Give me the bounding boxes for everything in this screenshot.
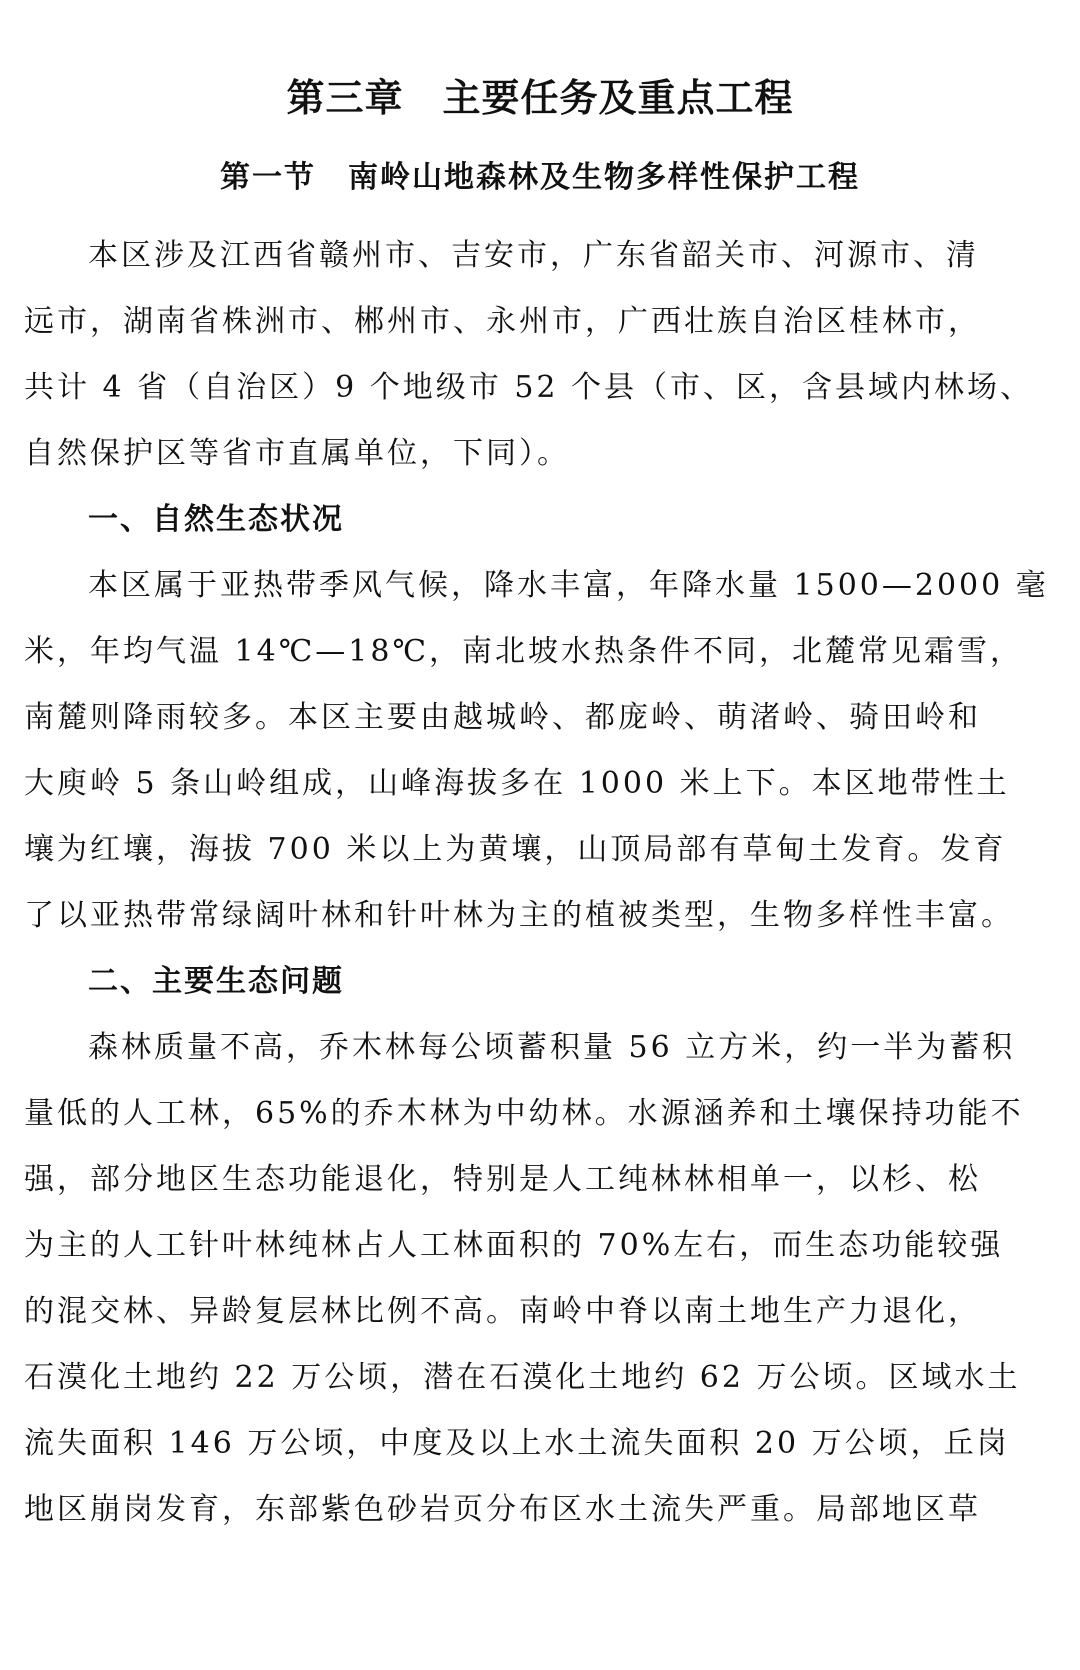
eco-line: 本区属于亚热带季风气候，降水丰富，年降水量 1500—2000 毫: [88, 568, 1049, 603]
problem-line: 石漠化土地约 22 万公顷，潜在石漠化土地约 62 万公顷。区域水土: [24, 1360, 1021, 1395]
problem-line: 为主的人工针叶林纯林占人工林面积的 70%左右，而生态功能较强: [24, 1228, 1004, 1263]
eco-line: 米，年均气温 14℃—18℃，南北坡水热条件不同，北麓常见霜雪，: [24, 634, 1024, 669]
problem-line: 量低的人工林，65%的乔木林为中幼林。水源涵养和土壤保持功能不: [24, 1096, 1024, 1131]
eco-line: 南麓则降雨较多。本区主要由越城岭、都庞岭、萌渚岭、骑田岭和: [24, 700, 981, 735]
problem-line: 森林质量不高，乔木林每公顷蓄积量 56 立方米，约一半为蓄积: [88, 1030, 1016, 1065]
eco-line: 壤为红壤，海拔 700 米以上为黄壤，山顶局部有草甸土发育。发育: [24, 832, 1007, 867]
intro-line: 本区涉及江西省赣州市、吉安市，广东省韶关市、河源市、清: [88, 238, 979, 273]
intro-line: 自然保护区等省市直属单位，下同）。: [24, 436, 570, 471]
problem-line: 的混交林、异龄复层林比例不高。南岭中脊以南土地生产力退化，: [24, 1294, 981, 1329]
intro-line: 共计 4 省（自治区）9 个地级市 52 个县（市、区，含县域内林场、: [24, 370, 1034, 405]
eco-line: 大庾岭 5 条山岭组成，山峰海拔多在 1000 米上下。本区地带性土: [24, 766, 1010, 801]
chapter-title: 第三章 主要任务及重点工程: [286, 76, 794, 120]
intro-line: 远市，湖南省株洲市、郴州市、永州市，广西壮族自治区桂林市，: [24, 304, 981, 339]
problem-line: 地区崩岗发育，东部紫色砂岩页分布区水土流失严重。局部地区草: [24, 1492, 981, 1527]
problem-line: 强，部分地区生态功能退化，特别是人工纯林林相单一，以杉、松: [24, 1162, 981, 1197]
eco-line: 了以亚热带常绿阔叶林和针叶林为主的植被类型，生物多样性丰富。: [24, 898, 1014, 933]
heading-main-problems: 二、主要生态问题: [88, 964, 344, 999]
heading-natural-ecology: 一、自然生态状况: [88, 502, 344, 537]
section-title: 第一节 南岭山地森林及生物多样性保护工程: [220, 160, 860, 195]
problem-line: 流失面积 146 万公顷，中度及以上水土流失面积 20 万公顷，丘岗: [24, 1426, 1010, 1461]
